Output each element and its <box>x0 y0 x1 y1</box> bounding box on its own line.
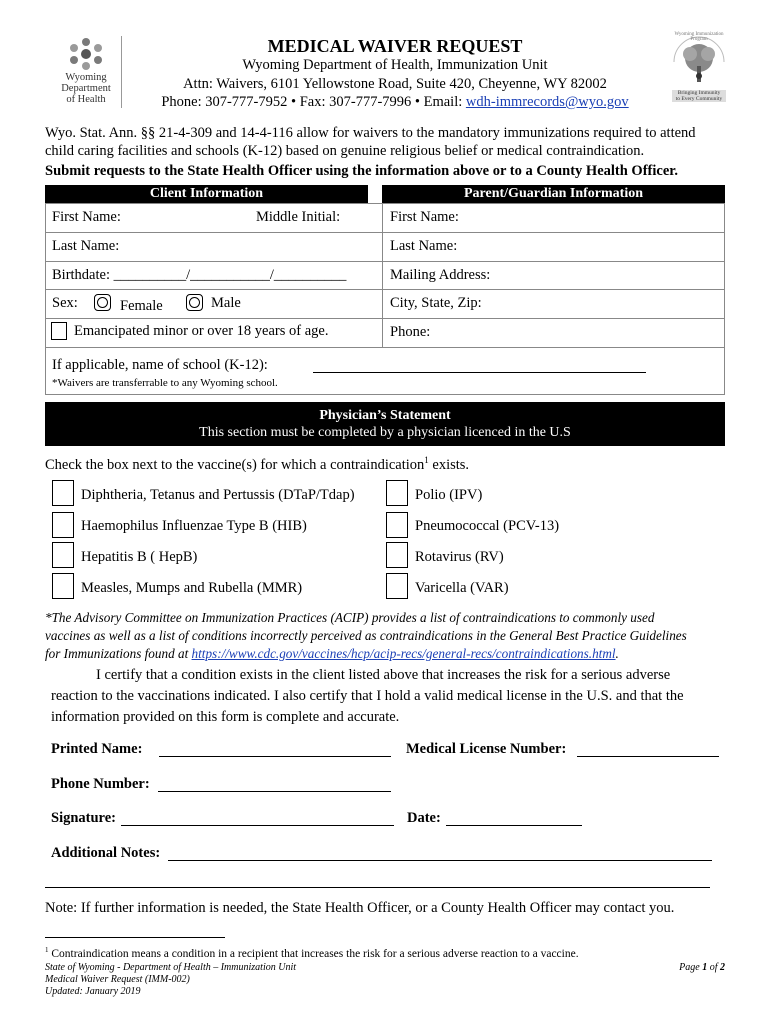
license-label: Medical License Number: <box>406 741 567 757</box>
phone-number-line[interactable] <box>158 791 391 792</box>
acip-line-2: vaccines as well as a list of conditions incorrectly perceived as contraindications in the General Best Practice Guidelines <box>45 628 687 643</box>
immunization-program-logo <box>668 32 730 112</box>
physician-subheading: This section must be completed by a physician licenced in the U.S <box>199 425 571 440</box>
vaccine-label-mmr: Measles, Mumps and Rubella (MMR) <box>81 580 303 596</box>
check-end: exists. <box>428 456 470 473</box>
submit-instruction: Submit requests to the State Health Officer using the information above or to a County Health Officer. <box>45 163 678 179</box>
acip-link[interactable]: https://www.cdc.gov/vaccines/hcp/acip-recs/general-recs/contraindications.html <box>191 646 616 661</box>
statute-line-2: child caring facilities and schools (K-12) based on genuine religious belief or medical contraindication. <box>45 143 645 159</box>
vaccine-label-ipv: Polio (IPV) <box>415 487 483 503</box>
footnote-ref: 1 <box>424 455 429 465</box>
vaccine-label-var: Varicella (VAR) <box>415 580 509 596</box>
email-link[interactable]: wdh-immrecords@wyo.gov <box>465 94 629 110</box>
department-line: Wyoming Department of Health, Immunization Unit <box>242 57 548 73</box>
printed-name-line[interactable] <box>159 756 391 757</box>
parent-info-header: Parent/Guardian Information <box>382 185 725 203</box>
school-note: *Waivers are transferrable to any Wyoming school. <box>52 377 278 389</box>
statute-text <box>45 124 735 160</box>
footnote: $^1$ Contraindication means a condition in a recipient that increases the risk for a serious adverse reaction to a vaccine. <box>45 946 579 960</box>
printed-name-label: Printed Name: <box>51 741 143 757</box>
certify-line-3: information provided on this form is complete and accurate. <box>51 709 400 725</box>
vaccine-label-hib: Haemophilus Influenzae Type B (HIB) <box>81 518 307 534</box>
vaccine-checkbox-pcv13[interactable] <box>386 512 408 538</box>
address-line: Attn: Waivers, 6101 Yellowstone Road, Suite 420, Cheyenne, WY 82002 <box>183 76 607 92</box>
client-last-name[interactable]: Last Name: <box>52 238 120 254</box>
logo-line-2: Department <box>61 83 111 94</box>
immunization-program-arc: Wyoming Immunization Program <box>674 32 724 42</box>
notes-line-2[interactable] <box>45 887 710 888</box>
parent-last-name[interactable]: Last Name: <box>390 238 458 254</box>
additional-notes-label: Additional Notes: <box>51 845 161 861</box>
footer-info <box>45 962 296 998</box>
wdh-logo <box>48 36 124 108</box>
column-divider <box>382 203 383 347</box>
phone-number-label: Phone Number: <box>51 776 150 792</box>
logo-line-3: of Health <box>66 94 106 105</box>
physician-heading: Physician’s Statement <box>319 408 451 423</box>
client-first-name[interactable]: First Name: <box>52 209 121 225</box>
page-number: Page 1 of 2 <box>679 962 725 973</box>
footnote-divider <box>45 937 225 938</box>
acip-line-1: *The Advisory Committee on Immunization Practices (ACIP) provides a list of contraindications to commonly used <box>45 610 655 625</box>
school-label: If applicable, name of school (K-12): <box>52 357 268 373</box>
page-title: MEDICAL WAIVER REQUEST <box>267 36 523 56</box>
notes-line-1[interactable] <box>168 860 712 861</box>
signature-line[interactable] <box>121 825 394 826</box>
statute-line-1: Wyo. Stat. Ann. §§ 21-4-309 and 14-4-116 allow for waivers to the mandatory immunizations required to attend <box>45 125 696 141</box>
column-gap <box>368 185 382 203</box>
vaccine-checkbox-mmr[interactable] <box>52 573 74 599</box>
vaccine-checkbox-rv[interactable] <box>386 542 408 568</box>
physician-statement-banner <box>45 402 725 446</box>
emancipated-label: Emancipated minor or over 18 years of age. <box>74 323 329 339</box>
logo-line-1: Wyoming <box>65 72 107 83</box>
vaccine-checkbox-ipv[interactable] <box>386 480 408 506</box>
parent-phone[interactable]: Phone: <box>390 324 431 340</box>
vaccine-checkbox-dtap[interactable] <box>52 480 74 506</box>
contact-line <box>140 94 650 111</box>
logo-divider <box>121 36 122 108</box>
footer-line-1: State of Wyoming - Department of Health – Immunization Unit <box>45 962 296 973</box>
certify-line-2: reaction to the vaccinations indicated. I also certify that I hold a valid medical license in the U.S. and that the <box>51 688 684 704</box>
female-label: Female <box>120 298 163 314</box>
client-info-header: Client Information <box>45 185 368 203</box>
emancipated-checkbox[interactable] <box>51 322 67 340</box>
male-label: Male <box>211 295 241 311</box>
logo-caption-2: to Every Community <box>675 96 723 102</box>
contact-note: Note: If further information is needed, the State Health Officer, or a County Health Officer may contact you. <box>45 900 675 916</box>
check-text: Check the box next to the vaccine(s) for which a contraindication <box>45 456 425 473</box>
client-birthdate[interactable]: Birthdate: __________/___________/__________ <box>52 267 347 283</box>
date-label: Date: <box>407 810 441 826</box>
vaccine-checkbox-hib[interactable] <box>52 512 74 538</box>
sex-label: Sex: <box>52 295 78 311</box>
parent-first-name[interactable]: First Name: <box>390 209 459 225</box>
vaccine-label-dtap: Diphtheria, Tetanus and Pertussis (DTaP/Tdap) <box>81 487 355 503</box>
contraindication-instruction <box>45 455 469 474</box>
female-checkbox[interactable] <box>94 294 111 311</box>
vaccine-checkbox-hepb[interactable] <box>52 542 74 568</box>
vaccine-label-pcv13: Pneumococcal (PCV-13) <box>415 518 560 534</box>
certification-text <box>51 665 726 728</box>
client-middle-initial[interactable]: Middle Initial: <box>256 209 341 225</box>
footer-line-2: Medical Waiver Request (IMM-002) <box>45 974 190 985</box>
vaccine-checkbox-var[interactable] <box>386 573 408 599</box>
vaccine-label-hepb: Hepatitis B ( HepB) <box>81 549 198 565</box>
logo-caption-1: Bringing Immunity <box>677 90 721 96</box>
parent-mailing-address[interactable]: Mailing Address: <box>390 267 491 283</box>
certify-line-1: I certify that a condition exists in the client listed above that increases the risk for a serious adverse <box>96 667 671 683</box>
license-line[interactable] <box>577 756 719 757</box>
date-line[interactable] <box>446 825 582 826</box>
contact-text: Phone: 307-777-7952 • Fax: 307-777-7996 • Email: <box>161 94 466 110</box>
parent-city-state-zip[interactable]: City, State, Zip: <box>390 295 482 311</box>
wdh-logo-icon <box>66 36 106 70</box>
school-input-line[interactable] <box>313 372 646 373</box>
acip-line-3: for Immunizations found at https://www.cdc.gov/vaccines/hcp/acip-recs/general-recs/contraindications.html. <box>45 646 619 661</box>
vaccine-label-rv: Rotavirus (RV) <box>415 549 504 565</box>
footer-line-3: Updated: January 2019 <box>45 986 141 997</box>
signature-label: Signature: <box>51 810 116 826</box>
male-checkbox[interactable] <box>186 294 203 311</box>
acip-note <box>45 609 745 663</box>
